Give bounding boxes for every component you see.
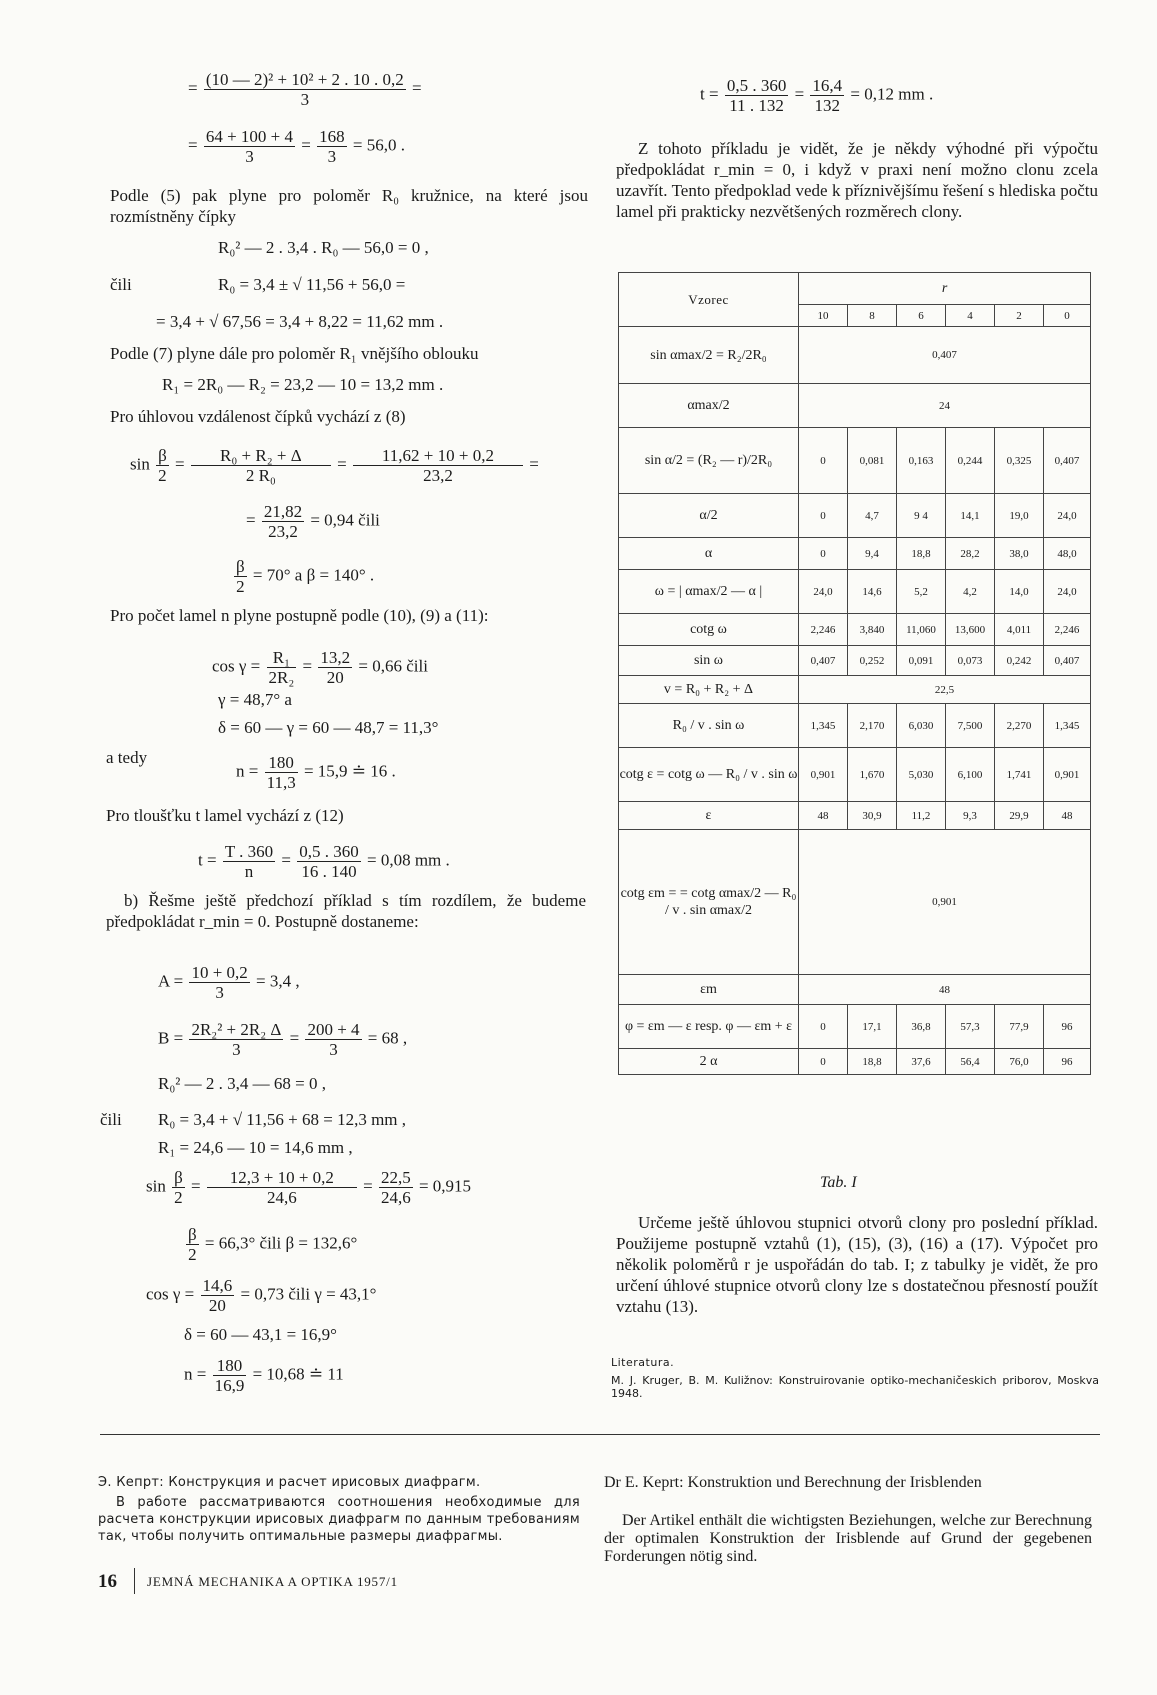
paragraph: Podle (7) plyne dále pro poloměr R₁ vnějšího oblouku (110, 344, 479, 363)
table-row (619, 494, 1091, 538)
summary-de-title: Dr E. Keprt: Konstruktion und Berechnung der Irisblenden (604, 1474, 982, 1491)
table-cell: 36,8 (897, 1005, 946, 1049)
table-cell: 24,0 (799, 570, 848, 614)
table-cell: 2,170 (848, 704, 897, 748)
table-row-formula: v = R₀ + R₂ + Δ (619, 676, 799, 704)
table-row (619, 748, 1091, 802)
table-row (619, 830, 1091, 975)
table-row (619, 646, 1091, 676)
table-cell: 0,901 (799, 830, 1091, 975)
table-cell: 24,0 (1044, 494, 1091, 538)
table-row (619, 1049, 1091, 1075)
table-row (619, 384, 1091, 428)
table-row (619, 570, 1091, 614)
equation-line: R₀² — 2 . 3,4 . R₀ — 56,0 = 0 , (218, 238, 429, 257)
table-cell: 22,5 (799, 676, 1091, 704)
table-cell: 9 4 (897, 494, 946, 538)
table-cell: 1,345 (799, 704, 848, 748)
table-cell: 4,2 (946, 570, 995, 614)
table-header-r-value: 6 (897, 305, 946, 327)
table-cell: 6,030 (897, 704, 946, 748)
table-header-r-value: 0 (1044, 305, 1091, 327)
table-cell: 6,100 (946, 748, 995, 802)
table-row (619, 327, 1091, 384)
page-number: 16 (98, 1571, 117, 1592)
table-cell: 57,3 (946, 1005, 995, 1049)
table-cell: 0,163 (897, 428, 946, 494)
table-cell: 2,270 (995, 704, 1044, 748)
table-cell: 7,500 (946, 704, 995, 748)
table-cell: 0 (799, 428, 848, 494)
equation-line: δ = 60 — γ = 60 — 48,7 = 11,3° (218, 718, 439, 737)
table-cell: 30,9 (848, 802, 897, 830)
table-row-formula: α (619, 538, 799, 570)
paragraph: Podle (5) pak plyne pro poloměr R₀ kružnice, na které jsou rozmístněny čípky (110, 186, 588, 226)
table-row-formula: sin αmax/2 = R₂/2R₀ (619, 327, 799, 384)
equation-line: R₀ = 3,4 + √ 11,56 + 68 = 12,3 mm , (158, 1110, 407, 1129)
equation-line: = 3,4 + √ 67,56 = 3,4 + 8,22 = 11,62 mm . (156, 312, 444, 331)
table-cell: 11,2 (897, 802, 946, 830)
table-cell: 5,030 (897, 748, 946, 802)
table-cell: 18,8 (848, 1049, 897, 1075)
table-cell: 0,901 (1044, 748, 1091, 802)
section-divider (100, 1434, 1100, 1435)
table-cell: 14,0 (995, 570, 1044, 614)
table-cell: 0,073 (946, 646, 995, 676)
equation-line: cos γ = $\frac{14,6}{20}$ = 0,73 čili γ = 43,1° (146, 1276, 377, 1315)
equation-line: A = $\frac{10 + 0,2}{3}$ = 3,4 , (158, 963, 300, 1002)
table-row-formula: cotg ω (619, 614, 799, 646)
footer-separator (134, 1568, 135, 1594)
table-cell: 77,9 (995, 1005, 1044, 1049)
equation-line: sin $\frac{\beta}{2}$ = $\frac{12,3 + 10 + 0,2}{24,6}$ = $\frac{22,5}{24,6}$ = 0,915 (146, 1168, 472, 1207)
table-cell: 28,2 (946, 538, 995, 570)
table-cell: 24,0 (1044, 570, 1091, 614)
table-header-r-value: 10 (799, 305, 848, 327)
table-cell: 3,840 (848, 614, 897, 646)
label-a-tedy: a tedy (106, 748, 148, 767)
equation-line: γ = 48,7° a (218, 690, 292, 709)
table-cell: 0,091 (897, 646, 946, 676)
table-row (619, 428, 1091, 494)
table-cell: 2,246 (1044, 614, 1091, 646)
table-row-formula: αmax/2 (619, 384, 799, 428)
table-cell: 37,6 (897, 1049, 946, 1075)
table-cell: 4,011 (995, 614, 1044, 646)
table-row-formula: φ = εm — ε resp. φ — εm + ε (619, 1005, 799, 1049)
table-row (619, 614, 1091, 646)
equation-line: R₀ = 3,4 ± √ 11,56 + 56,0 = (218, 275, 406, 294)
table-row (619, 676, 1091, 704)
table-cell: 1,670 (848, 748, 897, 802)
table-cell: 0 (799, 1005, 848, 1049)
table-cell: 14,6 (848, 570, 897, 614)
equation-line: = $\frac{21,82}{23,2}$ = 0,94 čili (246, 502, 380, 541)
table-cell: 76,0 (995, 1049, 1044, 1075)
equation-line: t = $\frac{T . 360}{n}$ = $\frac{0,5 . 360}{16 . 140}$ = 0,08 mm . (198, 842, 450, 881)
table-cell: 0,407 (1044, 428, 1091, 494)
journal-name: JEMNÁ MECHANIKA A OPTIKA 1957/1 (147, 1574, 398, 1589)
table-cell: 29,9 (995, 802, 1044, 830)
table-cell: 48,0 (1044, 538, 1091, 570)
table-cell: 17,1 (848, 1005, 897, 1049)
table-cell: 14,1 (946, 494, 995, 538)
table-cell: 0,901 (799, 748, 848, 802)
table-cell: 5,2 (897, 570, 946, 614)
equation-line: t = $\frac{0,5 . 360}{11 . 132}$ = $\frac{16,4}{132}$ = 0,12 mm . (700, 76, 934, 115)
paragraph: Určeme ještě úhlovou stupnici otvorů clony pro poslední příklad. Použijeme postupně vztahů (1), (15), (3), (16) a (17). Výpočet pro několik poloměrů r je uspořádán do tab. I; z tabulky je vidět, že pro určení úhlové stupnice otvorů clony lze s dostatečnou přesností použít vztahu (13). (616, 1213, 1098, 1316)
summary-de-body: Der Artikel enthält die wichtigsten Beziehungen, welche zur Berechnung der optimalen Konstruktion der Irisblende auf Grund der gegebenen Forderungen nötig sind. (604, 1512, 1092, 1565)
table-row-formula: εm (619, 975, 799, 1005)
summary-ru-title: Э. Кепрт: Конструкция и расчет ирисовых диафрагм. (98, 1475, 481, 1490)
paragraph: Pro počet lamel n plyne postupně podle (10), (9) a (11): (110, 606, 489, 625)
table-header-r-value: 8 (848, 305, 897, 327)
table-row-formula: sin ω (619, 646, 799, 676)
table-cell: 13,600 (946, 614, 995, 646)
table-cell: 1,345 (1044, 704, 1091, 748)
table-cell: 4,7 (848, 494, 897, 538)
table-cell: 0 (799, 538, 848, 570)
table-cell: 0,407 (799, 646, 848, 676)
table-row-formula: cotg εm = = cotg αmax/2 — R₀ / v . sin αmax/2 (619, 830, 799, 975)
table-cell: 9,4 (848, 538, 897, 570)
equation-line: R₁ = 24,6 — 10 = 14,6 mm , (158, 1138, 353, 1157)
summary-ru-body: В работе рассматриваются соотношения необходимые для расчета конструкции ирисовых диафрагм по данным требованиям так, чтобы получить оптимальные размеры диафрагмы. (98, 1495, 580, 1544)
table-cell: 0,407 (1044, 646, 1091, 676)
paragraph: b) Řešme ještě předchozí příklad s tím rozdílem, že budeme předpokládat r_min = 0. Postupně dostaneme: (106, 891, 586, 931)
equation-line: $\frac{\beta}{2}$ = 66,3° čili β = 132,6° (188, 1225, 358, 1264)
table-cell: 0,244 (946, 428, 995, 494)
equation-line: R₁ = 2R₀ — R₂ = 23,2 — 10 = 13,2 mm . (162, 375, 444, 394)
table-header-vzorec: Vzorec (619, 273, 799, 327)
table-row-formula: cotg ε = cotg ω — R₀ / v . sin ω (619, 748, 799, 802)
paragraph: Pro tloušťku t lamel vychází z (12) (106, 806, 344, 825)
table-cell: 48 (799, 802, 848, 830)
paragraph: Pro úhlovou vzdálenost čípků vychází z (8) (110, 407, 406, 426)
table-cell: 48 (1044, 802, 1091, 830)
table-row-formula: ω = | αmax/2 — α | (619, 570, 799, 614)
table-header-r-value: 4 (946, 305, 995, 327)
label-cili: čili (100, 1110, 122, 1129)
table-cell: 24 (799, 384, 1091, 428)
equation-line: $\frac{\beta}{2}$ = 70° a β = 140° . (236, 557, 375, 596)
equation-line: sin $\frac{\beta}{2}$ = $\frac{\text{R₀ + R₂ + Δ}}{\text{2 R₀}}$ = $\frac{11,62 + 10 + 0,2}{23,2}$ = (130, 446, 539, 485)
table-cell: 0,252 (848, 646, 897, 676)
equation-line: B = $\frac{\text{2R₂² + 2R₂ Δ}}{3}$ = $\frac{200 + 4}{3}$ = 68 , (158, 1020, 408, 1059)
table-cell: 11,060 (897, 614, 946, 646)
table-row (619, 1005, 1091, 1049)
table-cell: 2,246 (799, 614, 848, 646)
equation-line: n = $\frac{180}{16,9}$ = 10,68 ≐ 11 (184, 1356, 344, 1395)
table-cell: 0,242 (995, 646, 1044, 676)
table-caption: Tab. I (820, 1174, 857, 1191)
table-row-formula: α/2 (619, 494, 799, 538)
table-cell: 1,741 (995, 748, 1044, 802)
table-cell: 48 (799, 975, 1091, 1005)
table-cell: 0 (799, 1049, 848, 1075)
table-cell: 96 (1044, 1049, 1091, 1075)
table-cell: 56,4 (946, 1049, 995, 1075)
table-cell: 0 (799, 494, 848, 538)
table-cell: 9,3 (946, 802, 995, 830)
equation-line: n = $\frac{180}{11,3}$ = 15,9 ≐ 16 . (236, 753, 396, 792)
equation-line: = $\frac{\text{(10 — 2)² + 10² + 2 . 10 . 0,2}}{3}$ = (188, 70, 422, 109)
equation-line: cos γ = $\frac{\text{R₁}}{\text{2R₂}}$ = $\frac{13,2}{20}$ = 0,66 čili (212, 648, 428, 687)
label-cili: čili (110, 275, 132, 294)
equation-line: δ = 60 — 43,1 = 16,9° (184, 1325, 337, 1344)
table-row-formula: sin α/2 = (R₂ — r)/2R₀ (619, 428, 799, 494)
equation-line: R₀² — 2 . 3,4 — 68 = 0 , (158, 1074, 326, 1093)
literature-title: Literatura. (611, 1356, 675, 1369)
literature-entry: M. J. Kruger, B. M. Kuližnov: Konstruirovanie optiko-mechaničeskich priborov, Moskva 1948. (611, 1374, 1099, 1400)
table-cell: 96 (1044, 1005, 1091, 1049)
table-cell: 0,081 (848, 428, 897, 494)
table-cell: 38,0 (995, 538, 1044, 570)
table-header-r: r (799, 273, 1091, 305)
table-cell: 19,0 (995, 494, 1044, 538)
paragraph: Z tohoto příkladu je vidět, že je někdy výhodné při výpočtu předpokládat r_min = 0, i když v praxi není možno clonu zcela uzavřít. Tento předpoklad vede k příznivějšímu řešení s hlediska počtu lamel při prakticky nezvětšených rozměrech clony. (616, 139, 1098, 221)
data-table (618, 272, 1091, 1075)
table-row (619, 538, 1091, 570)
table-cell: 18,8 (897, 538, 946, 570)
table-header-r-value: 2 (995, 305, 1044, 327)
table-row (619, 975, 1091, 1005)
equation-line: = $\frac{64 + 100 + 4}{3}$ = $\frac{168}{3}$ = 56,0 . (188, 127, 405, 166)
table-cell: 0,325 (995, 428, 1044, 494)
table-row (619, 802, 1091, 830)
table-cell: 0,407 (799, 327, 1091, 384)
table-row-formula: R₀ / v . sin ω (619, 704, 799, 748)
table-row (619, 704, 1091, 748)
table-row-formula: ε (619, 802, 799, 830)
table-row-formula: 2 α (619, 1049, 799, 1075)
